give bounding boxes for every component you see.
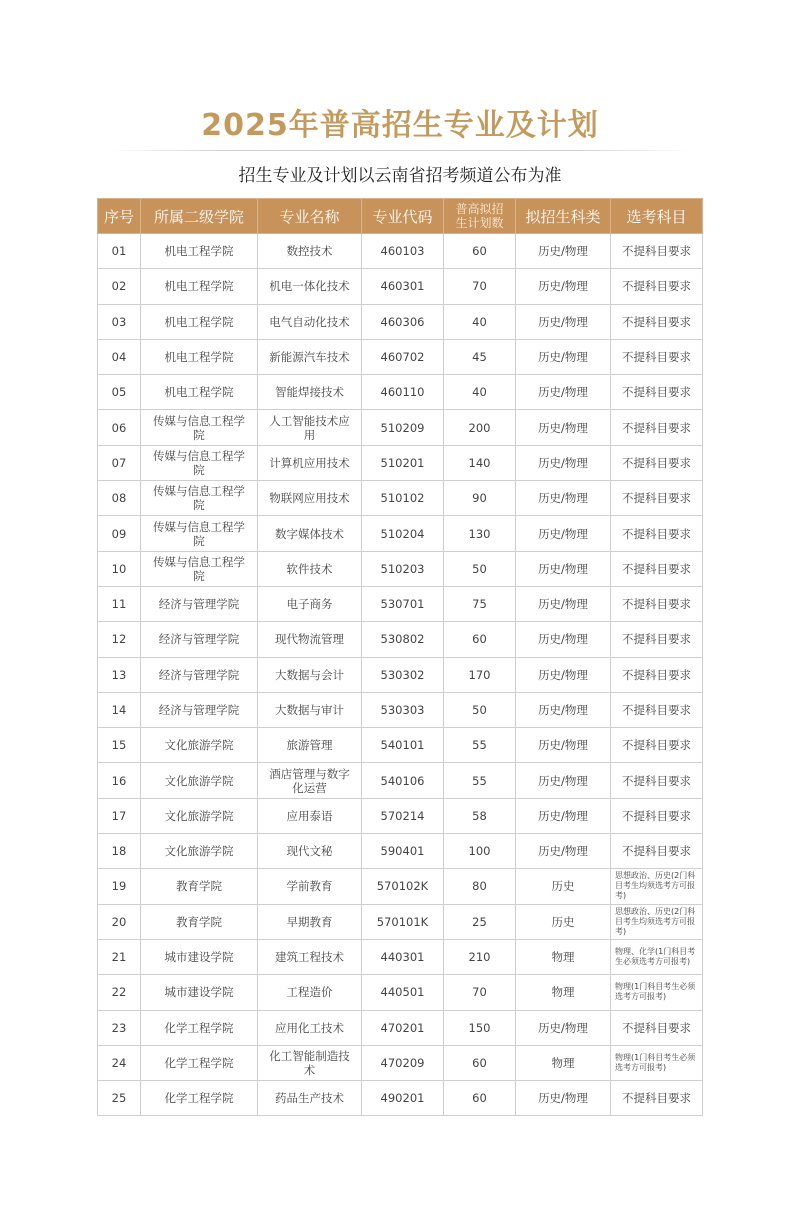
- cell-college: 文化旅游学院: [141, 763, 258, 798]
- cell-subjects: 不提科目要求: [611, 234, 703, 269]
- cell-college: 化学工程学院: [141, 1081, 258, 1116]
- cell-plan: 55: [444, 763, 516, 798]
- cell-seq: 01: [98, 234, 141, 269]
- cell-category: 历史/物理: [516, 1010, 611, 1045]
- cell-code: 460702: [362, 339, 444, 374]
- cell-seq: 08: [98, 481, 141, 516]
- cell-subjects: 物理(1门科目考生必须选考方可报考): [611, 975, 703, 1010]
- table-row: [98, 339, 703, 374]
- header-major: 专业名称: [258, 199, 362, 234]
- cell-plan: 170: [444, 657, 516, 692]
- cell-seq: 17: [98, 798, 141, 833]
- cell-major: 人工智能技术应用: [258, 410, 362, 445]
- header-seq: 序号: [98, 199, 141, 234]
- cell-subjects: 不提科目要求: [611, 516, 703, 551]
- table-row: [98, 692, 703, 727]
- cell-seq: 12: [98, 622, 141, 657]
- table-row: [98, 622, 703, 657]
- cell-college: 教育学院: [141, 904, 258, 939]
- cell-major: 数字媒体技术: [258, 516, 362, 551]
- cell-code: 510203: [362, 551, 444, 586]
- cell-college: 机电工程学院: [141, 339, 258, 374]
- cell-category: 历史: [516, 904, 611, 939]
- cell-college: 化学工程学院: [141, 1010, 258, 1045]
- cell-category: 历史/物理: [516, 622, 611, 657]
- cell-subjects: 不提科目要求: [611, 834, 703, 869]
- cell-major: 物联网应用技术: [258, 481, 362, 516]
- cell-code: 530302: [362, 657, 444, 692]
- cell-code: 570101K: [362, 904, 444, 939]
- table-row: [98, 410, 703, 445]
- cell-category: 历史/物理: [516, 410, 611, 445]
- table-row: [98, 269, 703, 304]
- cell-major: 建筑工程技术: [258, 939, 362, 974]
- table-row: [98, 904, 703, 939]
- cell-major: 智能焊接技术: [258, 375, 362, 410]
- cell-college: 城市建设学院: [141, 939, 258, 974]
- cell-category: 历史: [516, 869, 611, 904]
- cell-college: 经济与管理学院: [141, 692, 258, 727]
- header-plan: 普高拟招生计划数: [444, 199, 516, 234]
- cell-college: 机电工程学院: [141, 375, 258, 410]
- table-row: [98, 375, 703, 410]
- cell-seq: 07: [98, 445, 141, 480]
- cell-major: 应用泰语: [258, 798, 362, 833]
- cell-code: 460110: [362, 375, 444, 410]
- cell-college: 传媒与信息工程学院: [141, 516, 258, 551]
- table-row: [98, 551, 703, 586]
- cell-plan: 140: [444, 445, 516, 480]
- cell-code: 470201: [362, 1010, 444, 1045]
- enrollment-plan-table: [97, 198, 703, 1116]
- cell-plan: 45: [444, 339, 516, 374]
- cell-code: 590401: [362, 834, 444, 869]
- table-row: [98, 1045, 703, 1080]
- table-row: [98, 657, 703, 692]
- cell-subjects: 不提科目要求: [611, 481, 703, 516]
- cell-seq: 14: [98, 692, 141, 727]
- cell-category: 历史/物理: [516, 445, 611, 480]
- cell-category: 历史/物理: [516, 481, 611, 516]
- cell-major: 酒店管理与数字化运营: [258, 763, 362, 798]
- cell-subjects: 物理(1门科目考生必须选考方可报考): [611, 1045, 703, 1080]
- table-row: [98, 1081, 703, 1116]
- cell-major: 机电一体化技术: [258, 269, 362, 304]
- cell-major: 旅游管理: [258, 728, 362, 763]
- table-row: [98, 586, 703, 621]
- cell-category: 历史/物理: [516, 728, 611, 763]
- cell-category: 历史/物理: [516, 339, 611, 374]
- cell-major: 数控技术: [258, 234, 362, 269]
- cell-major: 药品生产技术: [258, 1081, 362, 1116]
- cell-seq: 21: [98, 939, 141, 974]
- cell-category: 物理: [516, 1045, 611, 1080]
- cell-seq: 03: [98, 304, 141, 339]
- cell-code: 510204: [362, 516, 444, 551]
- cell-code: 530701: [362, 586, 444, 621]
- cell-major: 电子商务: [258, 586, 362, 621]
- cell-code: 530303: [362, 692, 444, 727]
- cell-seq: 24: [98, 1045, 141, 1080]
- cell-seq: 22: [98, 975, 141, 1010]
- cell-college: 传媒与信息工程学院: [141, 445, 258, 480]
- header-category: 拟招生科类: [516, 199, 611, 234]
- table-row: [98, 975, 703, 1010]
- cell-subjects: 不提科目要求: [611, 763, 703, 798]
- cell-code: 510201: [362, 445, 444, 480]
- cell-code: 570214: [362, 798, 444, 833]
- cell-plan: 60: [444, 234, 516, 269]
- cell-college: 机电工程学院: [141, 269, 258, 304]
- table-row: [98, 939, 703, 974]
- cell-plan: 200: [444, 410, 516, 445]
- cell-major: 早期教育: [258, 904, 362, 939]
- cell-college: 经济与管理学院: [141, 586, 258, 621]
- header-college: 所属二级学院: [141, 199, 258, 234]
- cell-category: 历史/物理: [516, 586, 611, 621]
- cell-seq: 06: [98, 410, 141, 445]
- cell-category: 历史/物理: [516, 657, 611, 692]
- cell-major: 计算机应用技术: [258, 445, 362, 480]
- page-title: 2025年普高招生专业及计划: [201, 108, 599, 143]
- cell-seq: 02: [98, 269, 141, 304]
- cell-seq: 04: [98, 339, 141, 374]
- cell-plan: 40: [444, 304, 516, 339]
- cell-code: 460103: [362, 234, 444, 269]
- cell-major: 软件技术: [258, 551, 362, 586]
- cell-plan: 90: [444, 481, 516, 516]
- cell-subjects: 不提科目要求: [611, 1081, 703, 1116]
- cell-code: 470209: [362, 1045, 444, 1080]
- header-code: 专业代码: [362, 199, 444, 234]
- cell-plan: 50: [444, 551, 516, 586]
- title-divider: [110, 150, 690, 151]
- cell-category: 物理: [516, 939, 611, 974]
- cell-code: 510209: [362, 410, 444, 445]
- cell-subjects: 思想政治、历史(2门科目考生均须选考方可报考): [611, 904, 703, 939]
- cell-subjects: 不提科目要求: [611, 657, 703, 692]
- table-row: [98, 516, 703, 551]
- table-row: [98, 234, 703, 269]
- cell-plan: 60: [444, 622, 516, 657]
- cell-plan: 75: [444, 586, 516, 621]
- cell-category: 历史/物理: [516, 304, 611, 339]
- cell-category: 历史/物理: [516, 1081, 611, 1116]
- cell-seq: 05: [98, 375, 141, 410]
- cell-plan: 25: [444, 904, 516, 939]
- cell-code: 490201: [362, 1081, 444, 1116]
- cell-college: 传媒与信息工程学院: [141, 410, 258, 445]
- cell-code: 440301: [362, 939, 444, 974]
- table-row: [98, 834, 703, 869]
- cell-major: 学前教育: [258, 869, 362, 904]
- cell-plan: 60: [444, 1045, 516, 1080]
- cell-subjects: 不提科目要求: [611, 551, 703, 586]
- cell-category: 历史/物理: [516, 834, 611, 869]
- cell-subjects: 不提科目要求: [611, 375, 703, 410]
- cell-seq: 10: [98, 551, 141, 586]
- cell-college: 机电工程学院: [141, 234, 258, 269]
- cell-seq: 13: [98, 657, 141, 692]
- cell-major: 现代物流管理: [258, 622, 362, 657]
- cell-college: 城市建设学院: [141, 975, 258, 1010]
- table-row: [98, 1010, 703, 1045]
- cell-seq: 25: [98, 1081, 141, 1116]
- cell-college: 文化旅游学院: [141, 834, 258, 869]
- cell-category: 历史/物理: [516, 375, 611, 410]
- cell-plan: 150: [444, 1010, 516, 1045]
- cell-code: 570102K: [362, 869, 444, 904]
- cell-plan: 100: [444, 834, 516, 869]
- table-row: [98, 445, 703, 480]
- cell-college: 经济与管理学院: [141, 657, 258, 692]
- cell-category: 历史/物理: [516, 516, 611, 551]
- table-row: [98, 304, 703, 339]
- cell-major: 工程造价: [258, 975, 362, 1010]
- cell-plan: 60: [444, 1081, 516, 1116]
- cell-seq: 19: [98, 869, 141, 904]
- cell-major: 大数据与审计: [258, 692, 362, 727]
- cell-subjects: 不提科目要求: [611, 445, 703, 480]
- cell-seq: 18: [98, 834, 141, 869]
- cell-college: 传媒与信息工程学院: [141, 551, 258, 586]
- table-row: [98, 728, 703, 763]
- cell-subjects: 不提科目要求: [611, 1010, 703, 1045]
- cell-category: 历史/物理: [516, 798, 611, 833]
- cell-major: 新能源汽车技术: [258, 339, 362, 374]
- cell-code: 540106: [362, 763, 444, 798]
- cell-plan: 70: [444, 269, 516, 304]
- cell-subjects: 不提科目要求: [611, 586, 703, 621]
- cell-major: 现代文秘: [258, 834, 362, 869]
- cell-college: 文化旅游学院: [141, 798, 258, 833]
- cell-code: 460301: [362, 269, 444, 304]
- cell-plan: 50: [444, 692, 516, 727]
- cell-college: 教育学院: [141, 869, 258, 904]
- cell-college: 文化旅游学院: [141, 728, 258, 763]
- cell-plan: 55: [444, 728, 516, 763]
- cell-plan: 130: [444, 516, 516, 551]
- cell-code: 440501: [362, 975, 444, 1010]
- table-row: [98, 763, 703, 798]
- cell-subjects: 不提科目要求: [611, 339, 703, 374]
- cell-seq: 11: [98, 586, 141, 621]
- cell-code: 530802: [362, 622, 444, 657]
- cell-plan: 40: [444, 375, 516, 410]
- cell-plan: 80: [444, 869, 516, 904]
- cell-subjects: 不提科目要求: [611, 728, 703, 763]
- cell-college: 经济与管理学院: [141, 622, 258, 657]
- table-header-row: [98, 199, 703, 234]
- cell-code: 460306: [362, 304, 444, 339]
- cell-subjects: 不提科目要求: [611, 622, 703, 657]
- cell-subjects: 不提科目要求: [611, 304, 703, 339]
- cell-subjects: 思想政治、历史(2门科目考生均须选考方可报考): [611, 869, 703, 904]
- cell-college: 传媒与信息工程学院: [141, 481, 258, 516]
- cell-major: 电气自动化技术: [258, 304, 362, 339]
- cell-category: 历史/物理: [516, 763, 611, 798]
- cell-seq: 20: [98, 904, 141, 939]
- cell-subjects: 不提科目要求: [611, 410, 703, 445]
- cell-plan: 70: [444, 975, 516, 1010]
- cell-category: 历史/物理: [516, 269, 611, 304]
- cell-category: 历史/物理: [516, 234, 611, 269]
- cell-plan: 58: [444, 798, 516, 833]
- cell-college: 机电工程学院: [141, 304, 258, 339]
- cell-category: 历史/物理: [516, 692, 611, 727]
- page-subtitle: 招生专业及计划以云南省招考频道公布为准: [238, 166, 562, 186]
- cell-code: 540101: [362, 728, 444, 763]
- cell-major: 化工智能制造技术: [258, 1045, 362, 1080]
- table-row: [98, 798, 703, 833]
- table-header: [98, 199, 703, 234]
- header-subjects: 选考科目: [611, 199, 703, 234]
- cell-seq: 16: [98, 763, 141, 798]
- cell-major: 大数据与会计: [258, 657, 362, 692]
- cell-seq: 15: [98, 728, 141, 763]
- cell-code: 510102: [362, 481, 444, 516]
- cell-subjects: 不提科目要求: [611, 692, 703, 727]
- table-body: [98, 234, 703, 1116]
- cell-plan: 210: [444, 939, 516, 974]
- cell-seq: 23: [98, 1010, 141, 1045]
- cell-category: 历史/物理: [516, 551, 611, 586]
- table-row: [98, 481, 703, 516]
- cell-subjects: 不提科目要求: [611, 798, 703, 833]
- cell-subjects: 不提科目要求: [611, 269, 703, 304]
- cell-major: 应用化工技术: [258, 1010, 362, 1045]
- cell-college: 化学工程学院: [141, 1045, 258, 1080]
- cell-category: 物理: [516, 975, 611, 1010]
- table-row: [98, 869, 703, 904]
- cell-subjects: 物理、化学(1门科目考生必须选考方可报考): [611, 939, 703, 974]
- cell-seq: 09: [98, 516, 141, 551]
